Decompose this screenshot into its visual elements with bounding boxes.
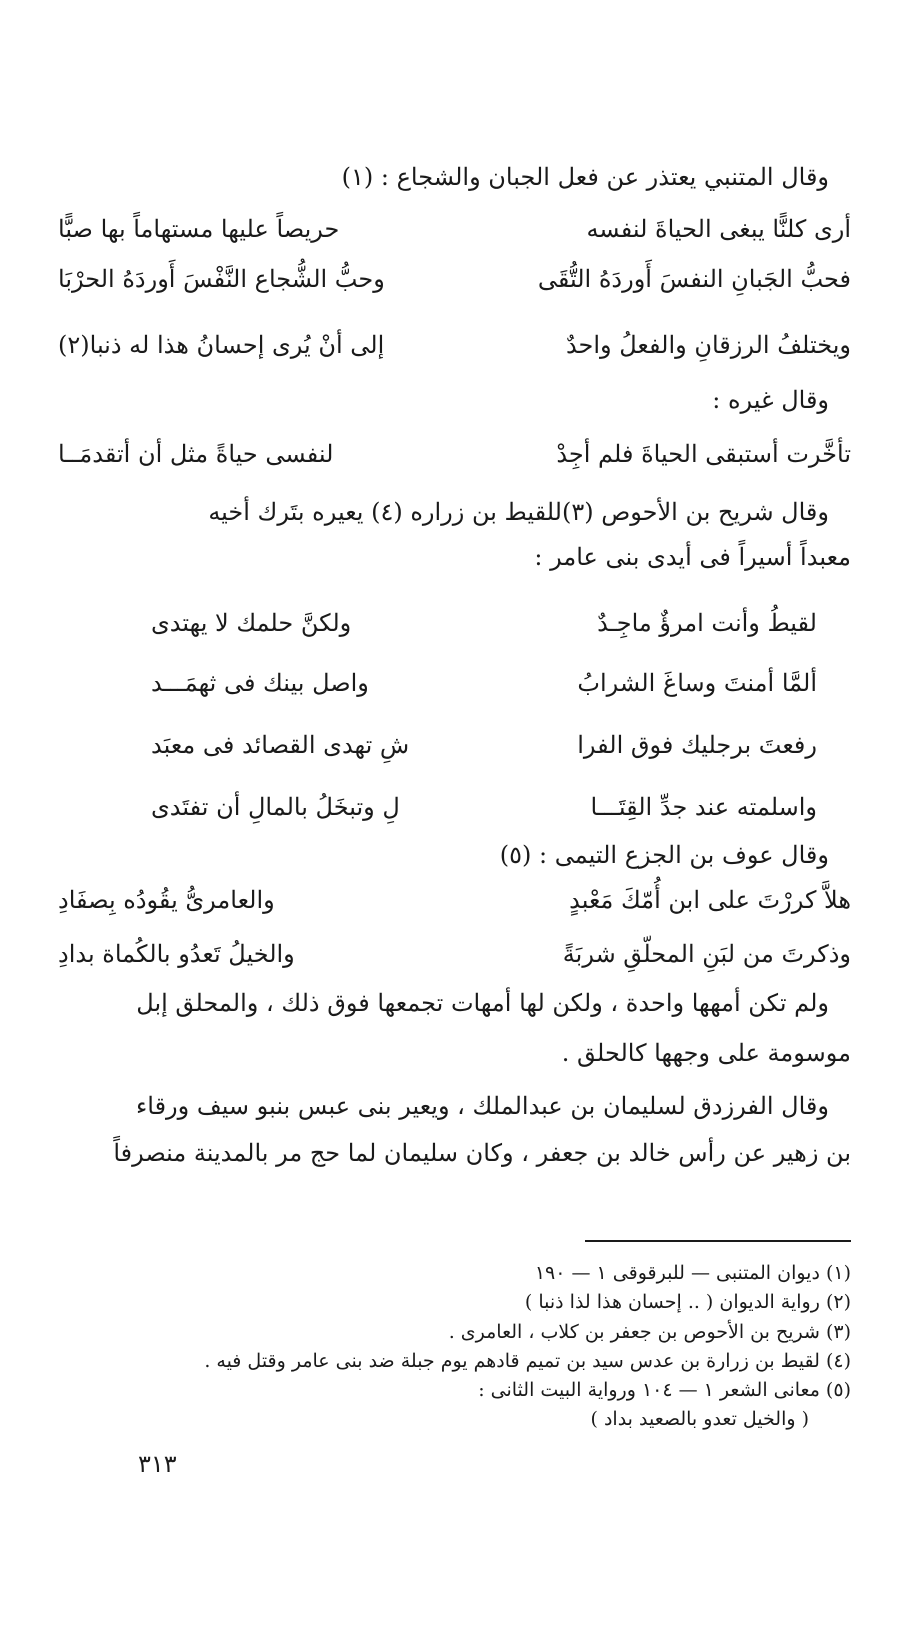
footnote-1: (١) ديوان المتنبى — للبرقوقى ١ — ١٩٠ (534, 1262, 851, 1284)
verse-shurayh-1 (151, 606, 817, 640)
hemistich-second: ولكنَّ حلمك لا يهتدى (151, 609, 352, 637)
hemistich-second: واصل بينك فى ثهمَـــد (151, 669, 369, 697)
hemistich-first: هلاَّ كررْتَ على ابن أُمّكَ مَعْبدٍ (569, 886, 851, 914)
page-number: ٣١٣ (138, 1450, 177, 1478)
hemistich-first: ألمَّا أمنتَ وساغَ الشرابُ (577, 669, 817, 697)
intro-mutanabbi: وقال المتنبي يعتذر عن فعل الجبان والشجاع : (١) (341, 163, 829, 191)
intro-other: وقال غيره : (712, 386, 829, 414)
footnote-divider (585, 1240, 851, 1242)
verse-other (58, 437, 851, 471)
hemistich-second: والخيلُ تَعدُو بالكُماة بدادِ (58, 940, 295, 968)
hemistich-first: فحبُّ الجَبانِ النفسَ أَوردَهُ التُّقَى (537, 265, 851, 293)
footnote-5: (٥) معانى الشعر ١ — ١٠٤ ورواية البيت الثانى : (478, 1379, 851, 1401)
hemistich-first: واسلمته عند جدِّ القِتَـــا (590, 793, 817, 821)
commentary-line1: ولم تكن أمهها واحدة ، ولكن لها أمهات تجمعها فوق ذلك ، والمحلق إبل (136, 989, 829, 1017)
verse-shurayh-3 (151, 728, 817, 762)
hemistich-first: رفعتَ برجليك فوق الفرا (577, 731, 817, 759)
verse-mutanabbi-1 (58, 212, 851, 246)
footnote-4: (٤) لقيط بن زرارة بن عدس سيد بن تميم قادهم يوم جبلة ضد بنى عامر وقتل فيه . (204, 1350, 851, 1372)
hemistich-first: وذكرتَ من لبَنِ المحلّقِ شربَةً (562, 940, 851, 968)
hemistich-second: لِ وتبخَلُ بالمالِ أن تفتَدى (151, 793, 400, 821)
verse-shurayh-4 (151, 790, 817, 824)
intro-shurayh-line1: وقال شريح بن الأحوص (٣)للقيط بن زراره (٤) يعيره بتَرك أخيه (208, 498, 829, 526)
verse-mutanabbi-3 (58, 328, 851, 362)
footnote-5-continuation: ( والخيل تعدو بالصعيد بداد ) (590, 1408, 809, 1430)
verse-shurayh-2 (151, 666, 817, 700)
hemistich-first: أرى كلنًّا يبغى الحياةَ لنفسه (586, 215, 851, 243)
farazdaq-line1: وقال الفرزدق لسليمان بن عبدالملك ، ويعير بنى عبس بنبو سيف ورقاء (135, 1092, 829, 1120)
hemistich-second: وحبُّ الشُّجاع النَّفْسَ أَوردَهُ الحرْبَا (58, 265, 385, 293)
hemistich-second: حريصاً عليها مستهاماً بها صبًّا (58, 215, 340, 243)
intro-shurayh-line2: معبداً أسيراً فى أيدى بنى عامر : (534, 543, 851, 571)
verse-awf-1 (58, 883, 851, 917)
intro-awf: وقال عوف بن الجزع التيمى : (٥) (499, 841, 829, 869)
verse-awf-2 (58, 937, 851, 971)
hemistich-second: لنفسى حياةً مثل أن أتقدمَــا (58, 440, 334, 468)
hemistich-first: لقيطُ وأنت امرؤٌ ماجِـدٌ (597, 609, 817, 637)
hemistich-second: والعامرىُّ يقُودُه بِصفَادِ (58, 886, 275, 914)
verse-mutanabbi-2 (58, 262, 851, 296)
farazdaq-line2: بن زهير عن رأس خالد بن جعفر ، وكان سليمان لما حج مر بالمدينة منصرفاً (113, 1139, 851, 1167)
hemistich-second: إلى أنْ يُرى إحسانُ هذا له ذنبا(٢) (58, 331, 385, 359)
hemistich-second: شِ تهدى القصائد فى معبَد (151, 731, 410, 759)
commentary-line2: موسومة على وجهها كالحلق . (561, 1039, 851, 1067)
hemistich-first: تأخَّرت أستبقى الحياةَ فلم أجِدْ (556, 440, 851, 468)
footnote-2: (٢) رواية الديوان ( .. إحسان هذا لذا ذنبا ) (524, 1291, 851, 1313)
footnote-3: (٣) شريح بن الأحوص بن جعفر بن كلاب ، العامرى . (448, 1321, 851, 1343)
hemistich-first: ويختلفُ الرزقانِ والفعلُ واحدٌ (565, 331, 851, 359)
